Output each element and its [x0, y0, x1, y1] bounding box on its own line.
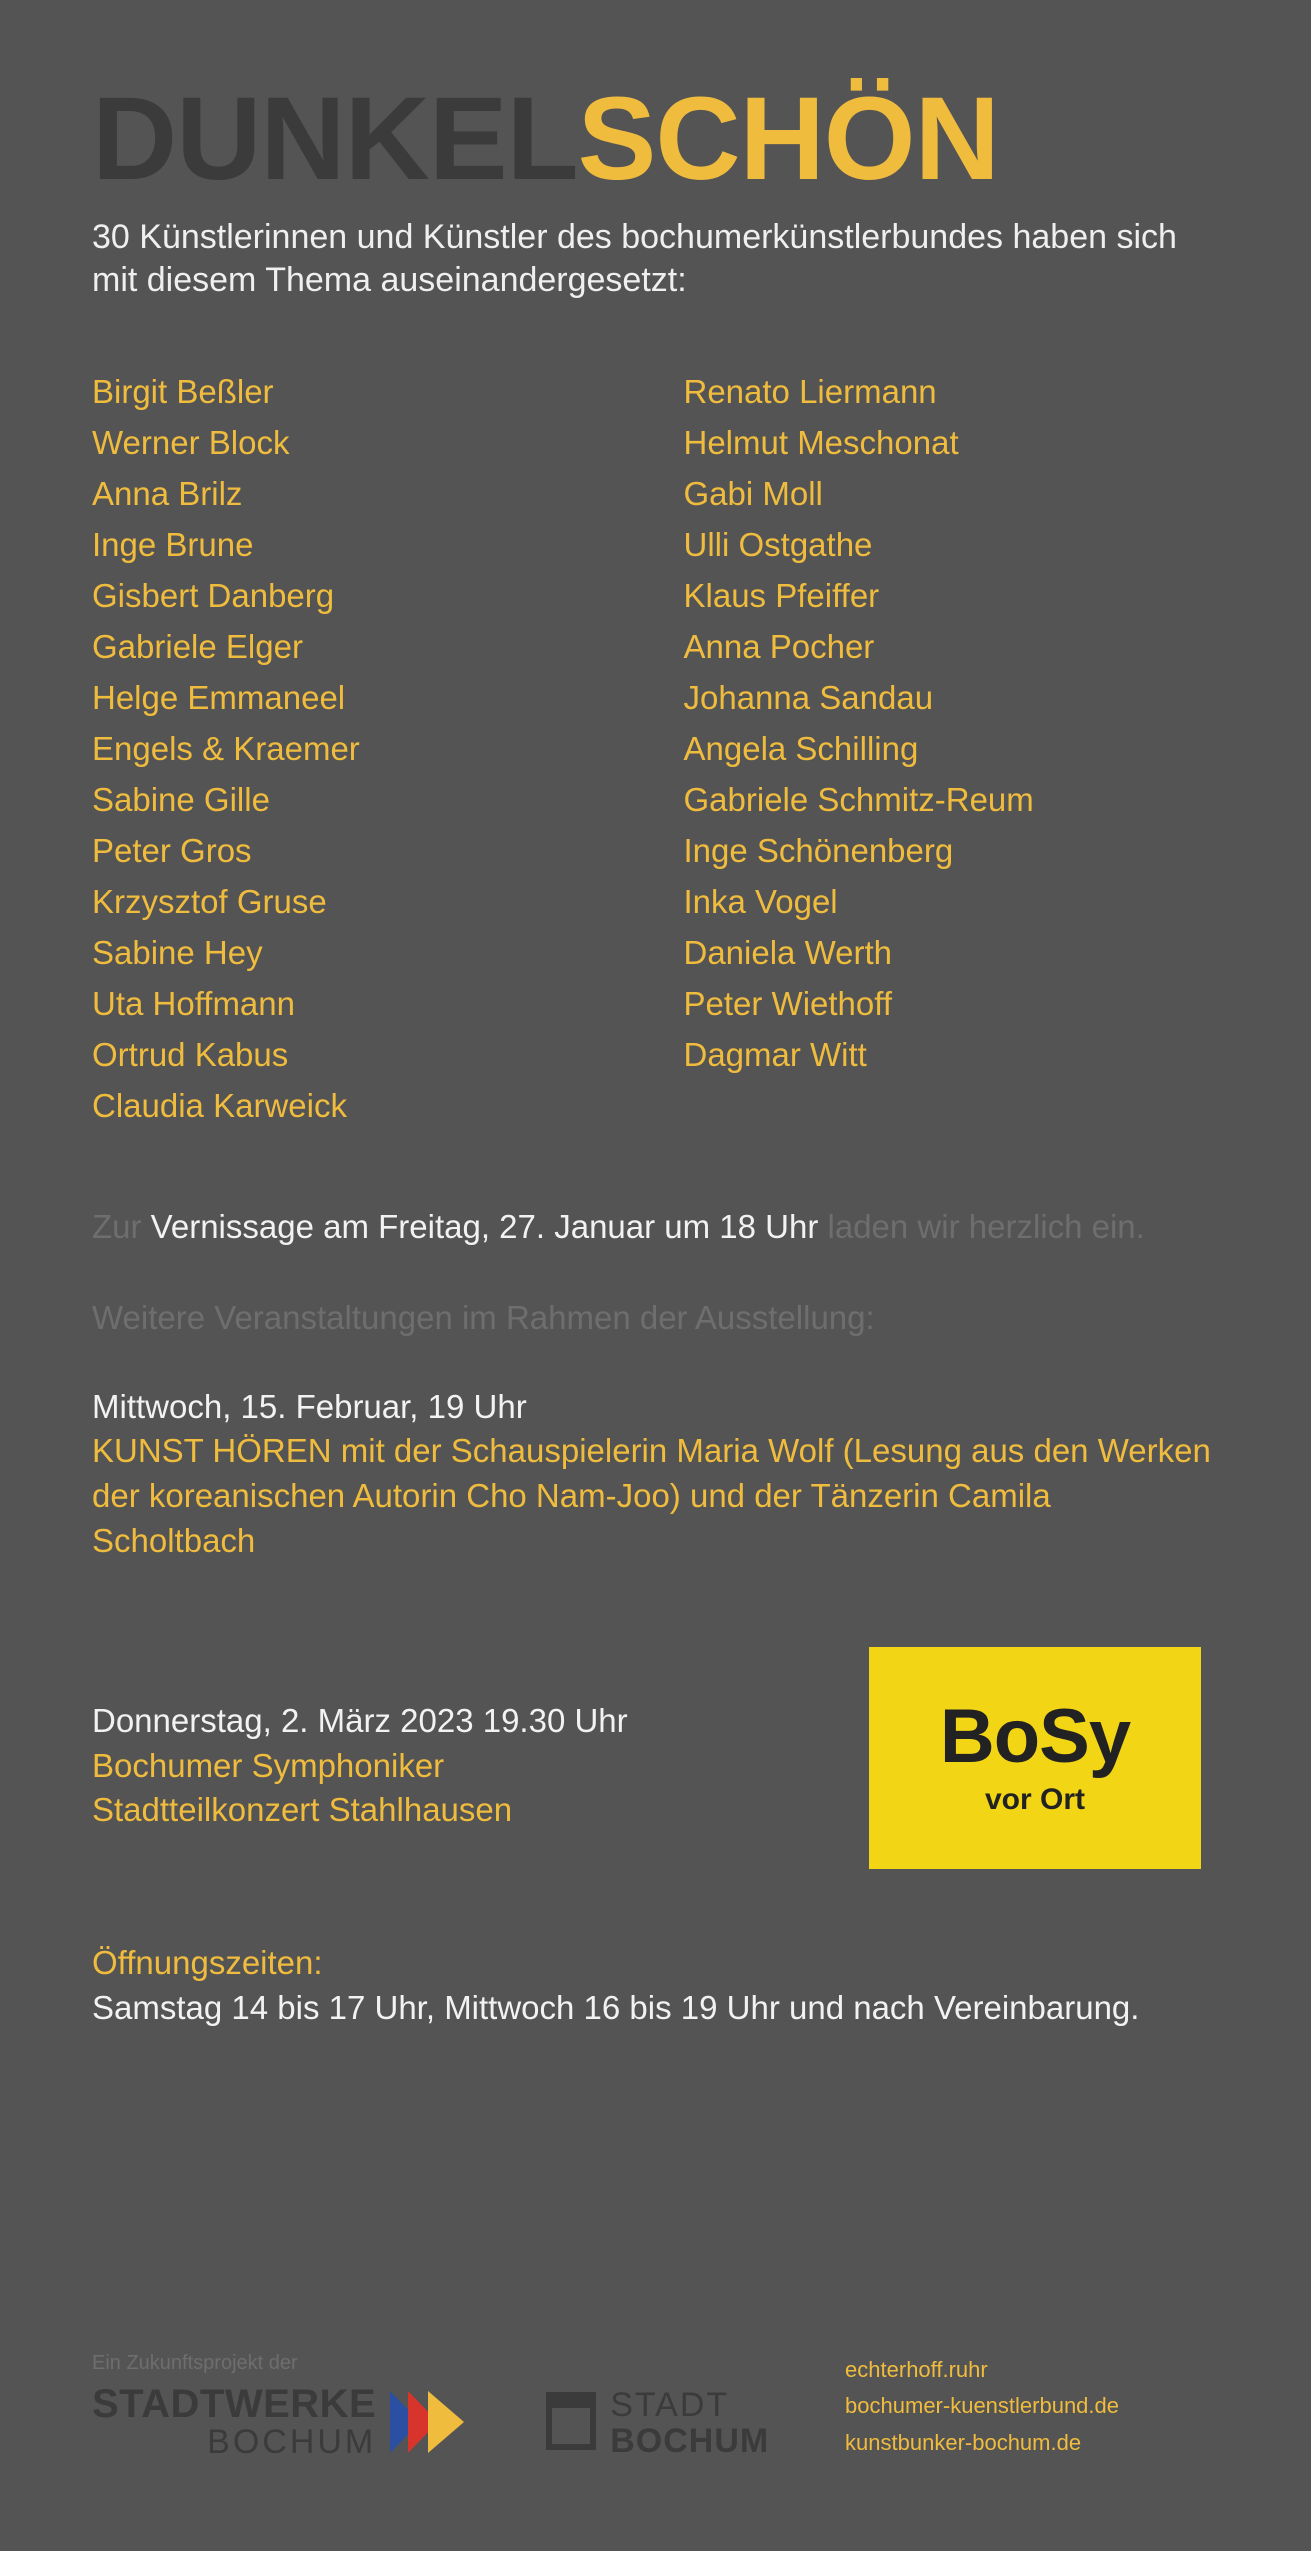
list-item: Ulli Ostgathe [683, 525, 873, 563]
artist-column-right [656, 367, 1220, 1132]
stadt-bochum-logo [546, 2388, 769, 2459]
concert-date: Donnerstag, 2. März 2023 19.30 Uhr [92, 1702, 628, 1740]
list-item: Dagmar Witt [683, 1035, 867, 1073]
book-icon [546, 2398, 596, 2450]
stadtwerke-logo [92, 2383, 468, 2461]
vernissage-text [92, 1204, 1219, 1249]
list-item: Inka Vogel [683, 882, 838, 920]
artist-column-left [92, 367, 656, 1132]
list-item: Daniela Werth [683, 933, 892, 971]
list-item: Anna Brilz [92, 474, 243, 512]
list-item: Gabriele Schmitz-Reum [683, 780, 1034, 818]
stadtwerke-block [92, 2352, 468, 2461]
opening-hours-text: Samstag 14 bis 17 Uhr, Mittwoch 16 bis 19 Uhr und nach Vereinbarung. [92, 1988, 1140, 2026]
concert-line1: Bochumer Symphoniker [92, 1746, 445, 1784]
opening-hours [92, 1941, 1219, 2029]
list-item: Sabine Hey [92, 933, 263, 971]
list-item: Peter Gros [92, 831, 252, 869]
stadtwerke-logo-text [92, 2383, 376, 2461]
footer-links [845, 2352, 1219, 2461]
title-part-dunkel: DUNKEL [92, 73, 578, 205]
bosy-logo-main: BoSy [939, 1694, 1131, 1780]
list-item: Ortrud Kabus [92, 1035, 289, 1073]
list-item: Klaus Pfeiffer [683, 576, 880, 614]
stadtwerke-line2: BOCHUM [207, 2423, 377, 2462]
list-item: Inge Brune [92, 525, 254, 563]
stadtwerke-chevron-icon [390, 2391, 468, 2453]
list-item: Sabine Gille [92, 780, 270, 818]
list-item: Helge Emmaneel [92, 678, 346, 716]
stadt-line1: STADT [610, 2386, 730, 2425]
event-detail: KUNST HÖREN mit der Schauspielerin Maria Wolf (Lesung aus den Werken der koreanischen Autorin Cho Nam-Joo) und der Tänzerin Camila Scholtbach [92, 1432, 1211, 1559]
list-item: Engels & Kraemer [92, 729, 360, 767]
list-item: Gisbert Danberg [92, 576, 335, 614]
link-kuenstlerbund[interactable]: bochumer-kuenstlerbund.de [845, 2393, 1119, 2419]
vernissage-lead: Zur [92, 1207, 151, 1245]
page-title [92, 73, 1219, 205]
event-date: Mittwoch, 15. Februar, 19 Uhr [92, 1387, 527, 1425]
list-item: Birgit Beßler [92, 372, 274, 410]
title-part-schoen: SCHÖN [577, 73, 999, 205]
link-echterhoff[interactable]: echterhoff.ruhr [845, 2357, 988, 2383]
sponsor-note: Ein Zukunftsprojekt der [92, 2352, 298, 2375]
stadt-line2: BOCHUM [610, 2421, 770, 2460]
event-kunst-hoeren [92, 1385, 1219, 1563]
bosy-logo [869, 1647, 1201, 1869]
list-item: Uta Hoffmann [92, 984, 295, 1022]
list-item: Helmut Meschonat [683, 423, 959, 461]
list-item: Claudia Karweick [92, 1086, 347, 1124]
list-item: Werner Block [92, 423, 290, 461]
list-item: Gabriele Elger [92, 627, 303, 665]
vernissage-highlight: Vernissage am Freitag, 27. Januar um 18 Uhr [150, 1207, 819, 1245]
link-kunstbunker[interactable]: kunstbunker-bochum.de [845, 2429, 1082, 2455]
artist-list [92, 367, 1219, 1132]
list-item: Krzysztof Gruse [92, 882, 327, 920]
list-item: Renato Liermann [683, 372, 937, 410]
further-events-heading: Weitere Veranstaltungen im Rahmen der Ausstellung: [92, 1298, 875, 1336]
list-item: Johanna Sandau [683, 678, 934, 716]
list-item: Inge Schönenberg [683, 831, 954, 869]
intro-text: 30 Künstlerinnen und Künstler des bochumerkünstlerbundes haben sich mit diesem Thema auseinandergesetzt: [92, 217, 1177, 300]
stadtwerke-line1: STADTWERKE [92, 2382, 377, 2427]
stadt-bochum-logo-text [610, 2388, 769, 2459]
list-item: Peter Wiethoff [683, 984, 892, 1022]
bosy-logo-sub: vor Ort [984, 1783, 1086, 1817]
list-item: Anna Pocher [683, 627, 875, 665]
opening-hours-label: Öffnungszeiten: [92, 1944, 323, 1982]
vernissage-tail: laden wir herzlich ein. [818, 1207, 1145, 1245]
concert-line2: Stadtteilkonzert Stahlhausen [92, 1791, 513, 1829]
event-concert [92, 1647, 1219, 1869]
footer [92, 2352, 1219, 2461]
concert-text [92, 1647, 628, 1833]
list-item: Angela Schilling [683, 729, 919, 767]
list-item: Gabi Moll [683, 474, 823, 512]
